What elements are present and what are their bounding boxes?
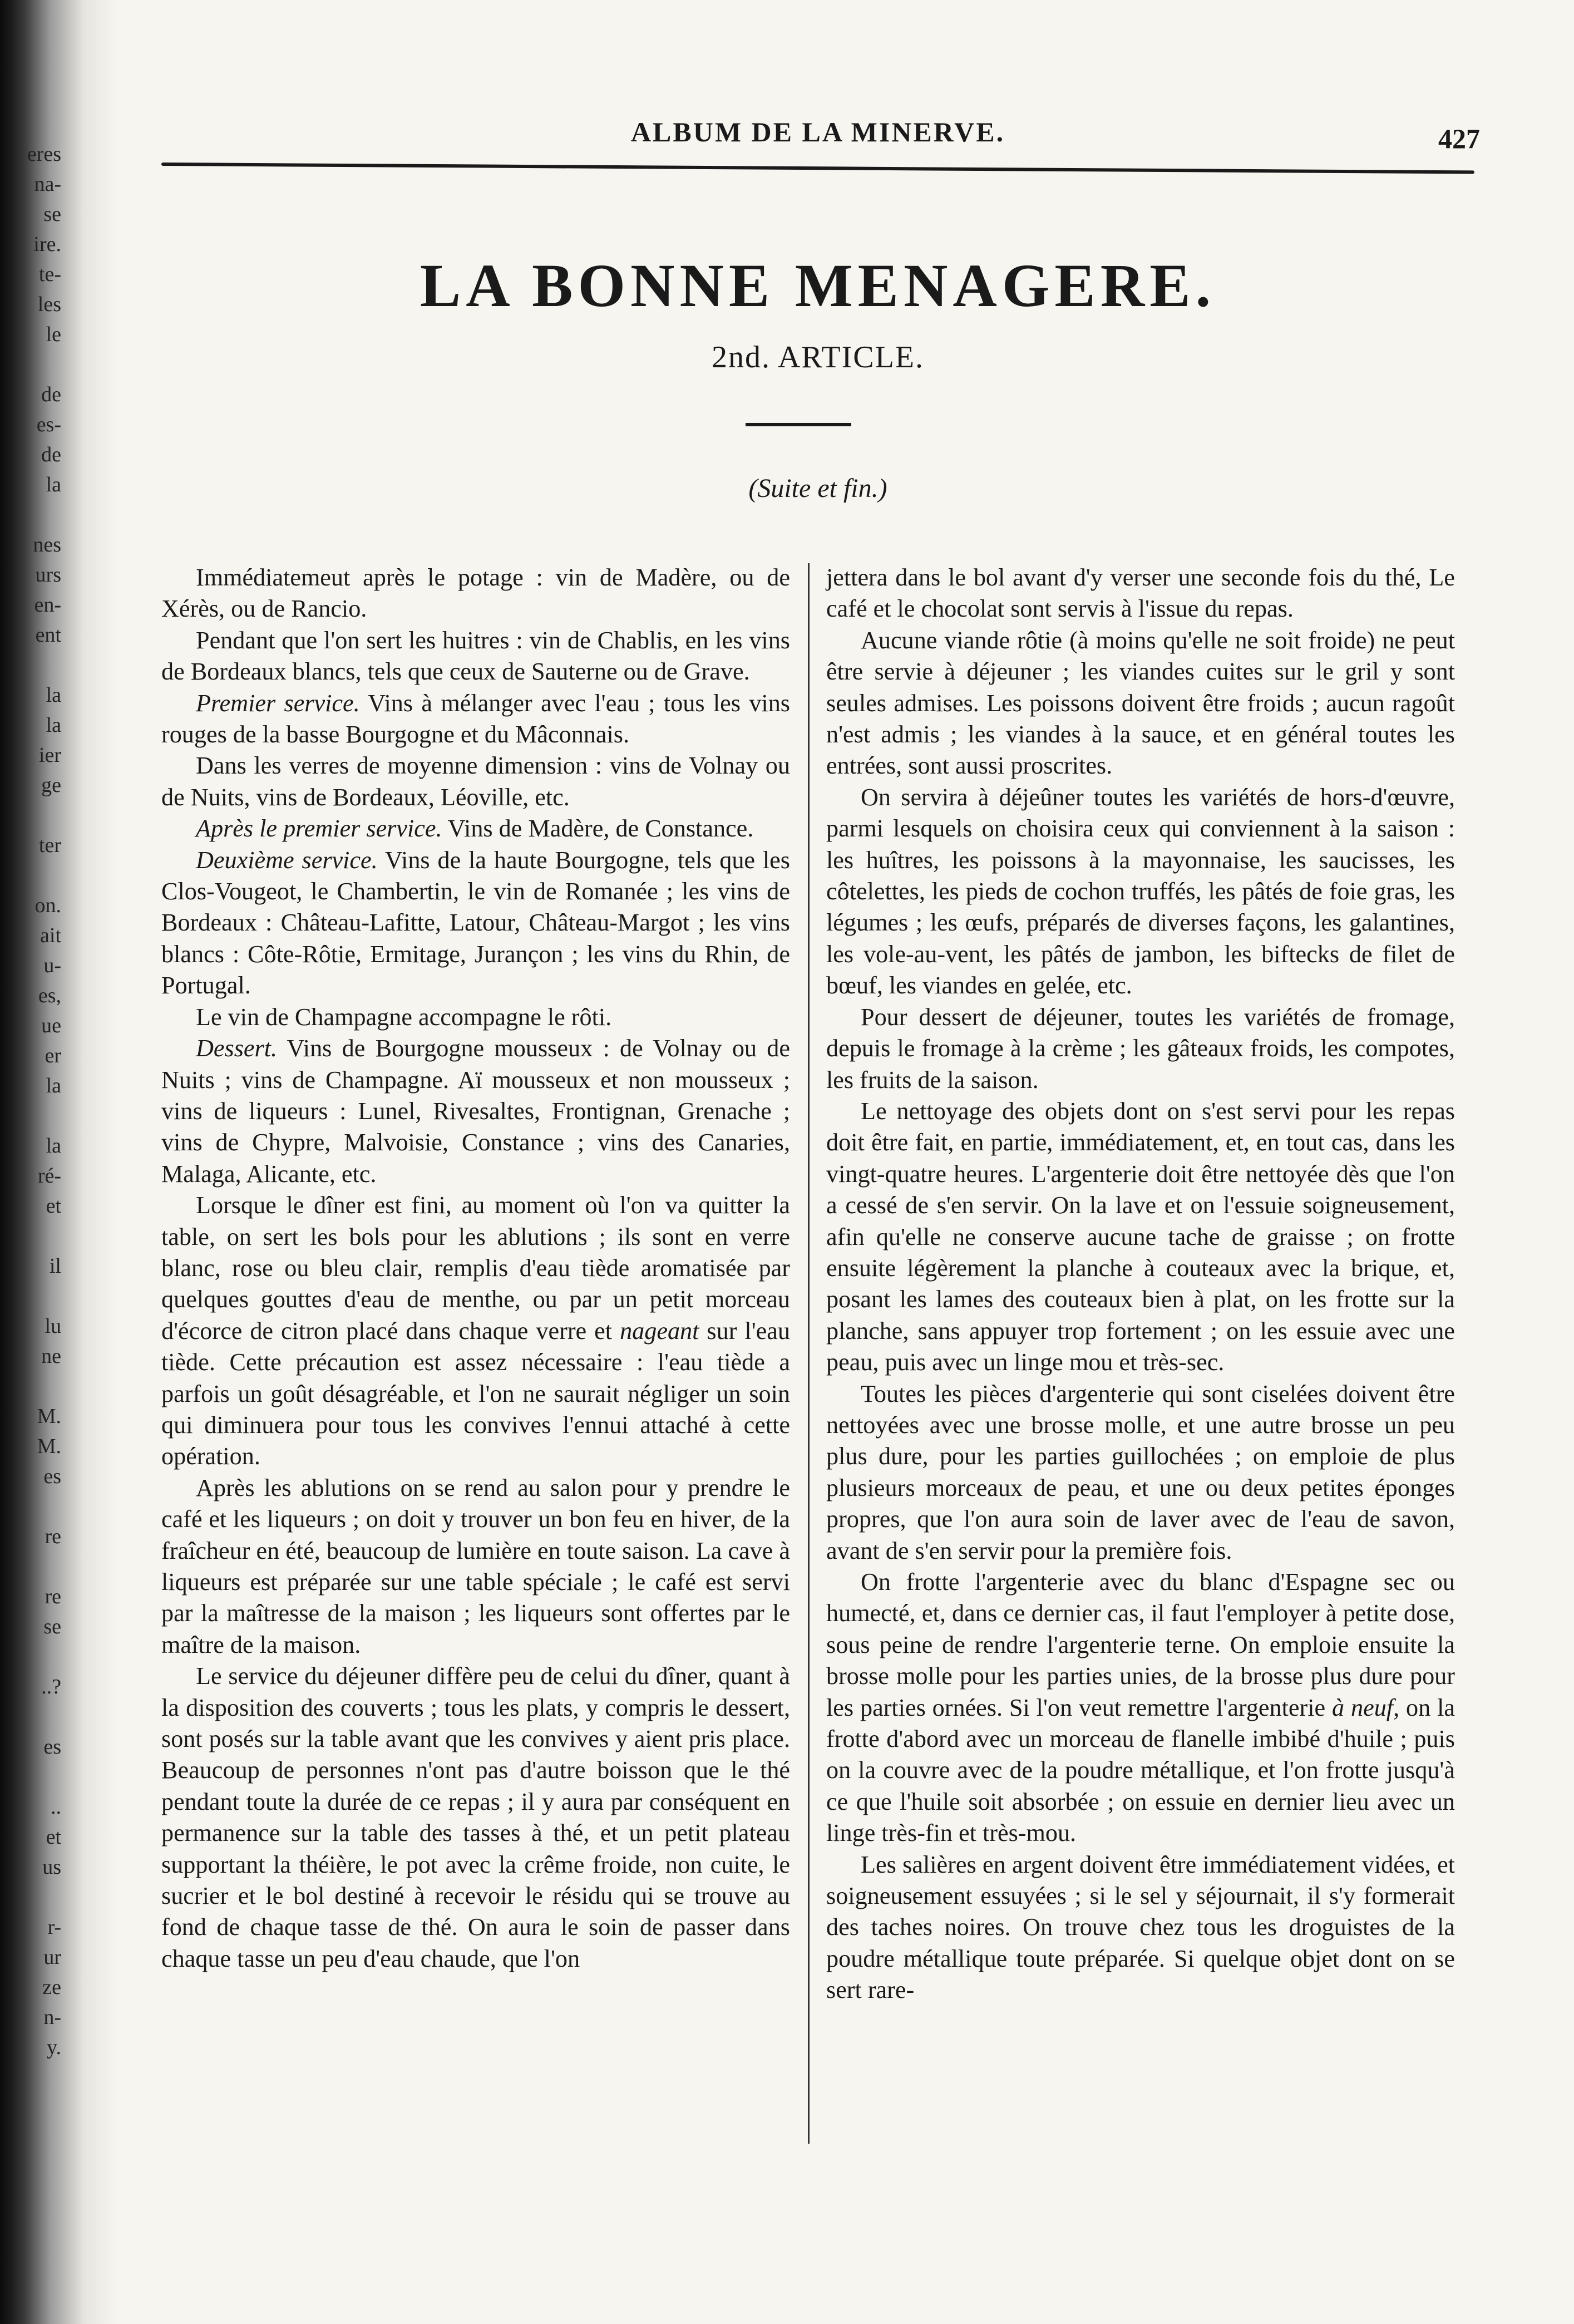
- continued-note: (Suite et fin.): [748, 474, 887, 503]
- margin-fragment: ter: [38, 834, 61, 857]
- paragraph: [826, 1849, 1455, 2006]
- paragraph: [161, 845, 790, 1002]
- right-column: [826, 562, 1455, 2006]
- margin-fragment: et: [46, 1194, 61, 1218]
- paragraph-lead: Premier service.: [196, 689, 360, 717]
- margin-fragment: la: [46, 1134, 61, 1158]
- paragraph-text: On servira à déjeûner toutes les variétés de hors-d'œuvre, parmi lesquels on choisira ceux qui conviennent à la saison : les huîtres, les poissons à la mayonnaise, les saucisses, les côtelettes, les pieds de cochon truffés, les pâtés de foie gras, les légumes ; les œufs, préparés de diverses façons, les galantines, les vole-au-vent, les pâtés de jambon, les biftecks de filet de bœuf, les viandes en gelée, etc.: [826, 783, 1455, 999]
- margin-fragment: u-: [43, 954, 61, 977]
- paragraph-text: Vins de Madère, de Constance.: [442, 815, 754, 843]
- paragraph-text: Après les ablutions on se rend au salon pour y prendre le café et les liqueurs ; on doit y trouver un bon feu en hiver, de la fraîcheur en été, beaucoup de lumière en toute saison. La cave à liqueurs est préparée sur une table spéciale ; le café est servi par la maîtresse de la maison ; les liqueurs sont offertes par le maître de la maison.: [161, 1474, 790, 1658]
- margin-fragment: na-: [34, 173, 61, 196]
- paragraph: [161, 688, 790, 751]
- paragraph: [826, 1002, 1455, 1096]
- title-divider: [746, 423, 851, 426]
- paragraph-text: Vins à mélanger avec l'eau ; tous les vins rouges de la basse Bourgogne et du Mâconnais.: [161, 689, 790, 749]
- margin-fragment: en-: [34, 593, 61, 617]
- paragraph-text: Immédiatemeut après le potage : vin de Madère, ou de Xérès, ou de Rancio.: [161, 564, 790, 623]
- margin-fragment: on.: [34, 894, 61, 917]
- margin-fragment: es,: [38, 984, 61, 1007]
- paragraph: [161, 750, 790, 813]
- margin-fragment: r-: [47, 1916, 61, 1939]
- margin-fragment: ue: [41, 1014, 61, 1037]
- margin-fragment: M.: [37, 1435, 61, 1458]
- margin-fragment: [0, 1882, 61, 1912]
- margin-fragment: de: [41, 383, 61, 406]
- margin-fragment: us: [42, 1855, 61, 1879]
- margin-fragment: ré-: [37, 1164, 61, 1188]
- margin-fragment: ent: [35, 623, 61, 647]
- margin-fragment: es: [43, 1735, 61, 1759]
- left-column: [161, 562, 790, 1975]
- margin-fragment: [0, 1552, 61, 1582]
- margin-fragment: n-: [43, 2006, 61, 2029]
- margin-fragment: ait: [40, 924, 61, 947]
- margin-fragment: ier: [38, 744, 61, 767]
- margin-fragment: lu: [45, 1314, 61, 1338]
- margin-fragment: y.: [46, 2036, 61, 2059]
- margin-fragment: la: [46, 713, 61, 737]
- paragraph: [826, 1096, 1455, 1378]
- paragraph-tail: , on la frotte d'abord avec un morceau de flanelle imbibé d'huile ; puis on la couvre avec de la poudre métallique, et l'on frotte jusqu'à ce que l'huile soit absorbée ; on essuie en dernier lieu avec un linge très-fin et très-mou.: [826, 1693, 1455, 1847]
- margin-fragment: [0, 500, 61, 530]
- paragraph-text: Les salières en argent doivent être immédiatement vidées, et soigneusement essuyées ; si le sel y séjournait, il s'y formerait des taches noires. On trouve chez tous les droguistes de la poudre métallique toute préparée. Si quelque objet dont on se sert rare-: [826, 1850, 1455, 2004]
- margin-fragment: ge: [41, 774, 61, 797]
- margin-fragment: [0, 1702, 61, 1732]
- margin-fragment: ne: [41, 1345, 61, 1368]
- paragraph: [161, 1033, 790, 1190]
- italic-word: nageant: [620, 1317, 699, 1345]
- paragraph: [161, 1661, 790, 1975]
- paragraph-text: Toutes les pièces d'argenterie qui sont ciselées doivent être nettoyées avec une brosse molle, et une autre brosse un peu plus dure, pour les parties guillochées ; on emploie de plus plusieurs morceaux de peau, et une ou deux petites éponges propres, que l'on aura soin de laver avec de l'eau de savon, avant de s'en servir pour la première fois.: [826, 1380, 1455, 1564]
- margin-fragment: le: [46, 323, 61, 346]
- margin-fragment: es-: [36, 413, 61, 436]
- paragraph-text: Aucune viande rôtie (à moins qu'elle ne soit froide) ne peut être servie à déjeuner ; les viandes cuites sur le gril y sont seules admises. Les poissons doivent être froids ; aucun ragoût n'est admis ; les viandes à la sauce, et en général toutes les entrées, sont aussi proscrites.: [826, 626, 1455, 780]
- paragraph-text: On frotte l'argenterie avec du blanc d'Espagne sec ou humecté, et, dans ce dernier cas, il faut l'employer à petite dose, sous peine de rendre l'argenterie terne. On emploie ensuite la brosse molle pour les parties unies, de la brosse plus dure pour les parties ornées. Si l'on veut remettre l'argenterie: [826, 1568, 1455, 1721]
- margin-fragment: et: [46, 1825, 61, 1849]
- margin-fragment: se: [43, 1615, 61, 1638]
- italic-word: à neuf: [1332, 1693, 1394, 1721]
- margin-fragment: [0, 650, 61, 680]
- article-subtitle: 2nd. ARTICLE.: [712, 340, 924, 375]
- margin-fragment: [0, 860, 61, 890]
- paragraph: [161, 625, 790, 688]
- margin-fragment: [0, 1101, 61, 1131]
- paragraph-text: Pour dessert de déjeuner, toutes les variétés de fromage, depuis le fromage à la crème ; les gâteaux froids, les compotes, les fruits de la saison.: [826, 1003, 1455, 1094]
- paragraph-text: jettera dans le bol avant d'y verser une seconde fois du thé, Le café et le chocolat sont servis à l'issue du repas.: [826, 564, 1455, 623]
- margin-fragment: de: [41, 443, 61, 466]
- paragraph-lead: Après le premier service.: [196, 815, 442, 843]
- paragraph-text: Vins de Bourgogne mousseux : de Volnay ou de Nuits ; vins de Champagne. Aï mousseux et non mousseux ; vins de liqueurs : Lunel, Rivesaltes, Frontignan, Grenache ; vins de Chypre, Malvoisie, Constance ; vins des Canaries, Malaga, Alicante, etc.: [161, 1035, 790, 1188]
- paragraph-text: Le nettoyage des objets dont on s'est servi pour les repas doit être fait, en partie, immédiatement, et, en tout cas, dans les vingt-quatre heures. L'argenterie doit être nettoyée dès que l'on a cessé de s'en servir. On la lave et on l'essuie soigneusement, afin qu'elle ne conserve aucune tache de graisse ; on frotte ensuite légèrement la planche à couteaux avec la brique, et, posant les lames des couteaux bien à plat, on les frotte sur la planche, sans appuyer trop fortement ; on les essuie avec une peau, puis avec un linge mou et très-sec.: [826, 1097, 1455, 1376]
- margin-fragment: [0, 1642, 61, 1672]
- paragraph: [161, 1473, 790, 1661]
- running-title: ALBUM DE LA MINERVE.: [630, 116, 1005, 147]
- margin-fragment: es: [43, 1465, 61, 1488]
- margin-fragment: la: [46, 473, 61, 496]
- article-title: LA BONNE MENAGERE.: [420, 252, 1216, 319]
- margin-fragment: [0, 1762, 61, 1792]
- margin-fragment: re: [45, 1585, 61, 1608]
- paragraph: [826, 1378, 1455, 1567]
- paragraph: [161, 1190, 790, 1473]
- paragraph: [161, 1002, 790, 1033]
- margin-fragment: eres: [27, 142, 61, 166]
- margin-fragment: les: [37, 293, 61, 316]
- paragraph: [826, 562, 1455, 625]
- margin-fragment: [0, 800, 61, 830]
- paragraph-text: Le vin de Champagne accompagne le rôti.: [196, 1003, 612, 1031]
- margin-fragment: nes: [33, 533, 61, 557]
- paragraph: [826, 782, 1455, 1002]
- margin-fragment: se: [43, 203, 61, 226]
- margin-fragment: [0, 1371, 61, 1401]
- paragraph-text: Pendant que l'on sert les huitres : vin de Chablis, en les vins de Bordeaux blancs, tels que ceux de Sauterne ou de Grave.: [161, 626, 790, 686]
- margin-fragment: ire.: [33, 233, 61, 256]
- margin-fragment: la: [46, 683, 61, 707]
- paragraph: [161, 813, 790, 844]
- running-head: [161, 111, 1480, 167]
- margin-fragment: [0, 1491, 61, 1522]
- header-rule: [161, 163, 1474, 174]
- margin-fragment: la: [46, 1074, 61, 1097]
- margin-fragment: te-: [38, 263, 61, 286]
- margin-fragment: ur: [43, 1946, 61, 1969]
- margin-fragment: ze: [42, 1976, 61, 1999]
- margin-fragment: re: [45, 1525, 61, 1548]
- page-number: 427: [1438, 123, 1480, 154]
- paragraph-text: Vins de la haute Bourgogne, tels que les Clos-Vougeot, le Chambertin, le vin de Romanée ; les vins de Bordeaux : Château-Lafitte, Latour, Château-Margot ; les vins blancs : Côte-Rôtie, Ermitage, Jurançon ; les vins du Rhin, de Portugal.: [161, 846, 790, 999]
- paragraph-text: Dans les verres de moyenne dimension : vins de Volnay ou de Nuits, vins de Bordeaux, Léoville, etc.: [161, 752, 790, 811]
- paragraph-text: Lorsque le dîner est fini, au moment où l'on va quitter la table, on sert les bols pour les ablutions ; ils sont en verre blanc, rose ou bleu clair, remplis d'eau tiède aromatisée par quelques gouttes d'eau de menthe, ou par un petit morceau d'écorce de citron placé dans chaque verre et: [161, 1191, 790, 1345]
- margin-fragment: ..?: [41, 1675, 61, 1698]
- paragraph-text: Le service du déjeuner diffère peu de celui du dîner, quant à la disposition des couverts ; tous les plats, y compris le dessert, sont posés sur la table avant que les convives y aient pris place. Beaucoup de personnes n'ont pas d'autre boisson que le thé pendant toute la durée de ce repas ; il y aura par conséquent en permanence sur la table des tasses à thé, et un petit plateau supportant la théière, le pot avec la crême froide, non cuite, le sucrier et le bol destiné à recevoir le résidu qui se trouve au fond de chaque tasse de thé. On aura le soin de passer dans chaque tasse un peu d'eau chaude, que l'on: [161, 1662, 790, 1972]
- previous-page-margin-text: [0, 139, 61, 2265]
- margin-fragment: M.: [37, 1405, 61, 1428]
- margin-fragment: [0, 349, 61, 380]
- paragraph-lead: Dessert.: [196, 1035, 278, 1062]
- margin-fragment: il: [49, 1254, 61, 1278]
- margin-fragment: [0, 1221, 61, 1251]
- paragraph: [826, 625, 1455, 782]
- margin-fragment: er: [45, 1044, 61, 1067]
- paragraph: [826, 1567, 1455, 1849]
- margin-fragment: [0, 1281, 61, 1311]
- margin-fragment: urs: [35, 563, 61, 587]
- margin-fragment: ..: [51, 1795, 61, 1819]
- column-divider: [808, 563, 810, 2144]
- paragraph-tail: sur l'eau tiède. Cette précaution est assez nécessaire : l'eau tiède a parfois un goût désagréable, et l'on ne saurait négliger un soin qui diminuera pour tous les convives l'ennui attaché à cette opération.: [161, 1317, 790, 1470]
- paragraph-lead: Deuxième service.: [196, 846, 378, 874]
- paragraph: [161, 562, 790, 625]
